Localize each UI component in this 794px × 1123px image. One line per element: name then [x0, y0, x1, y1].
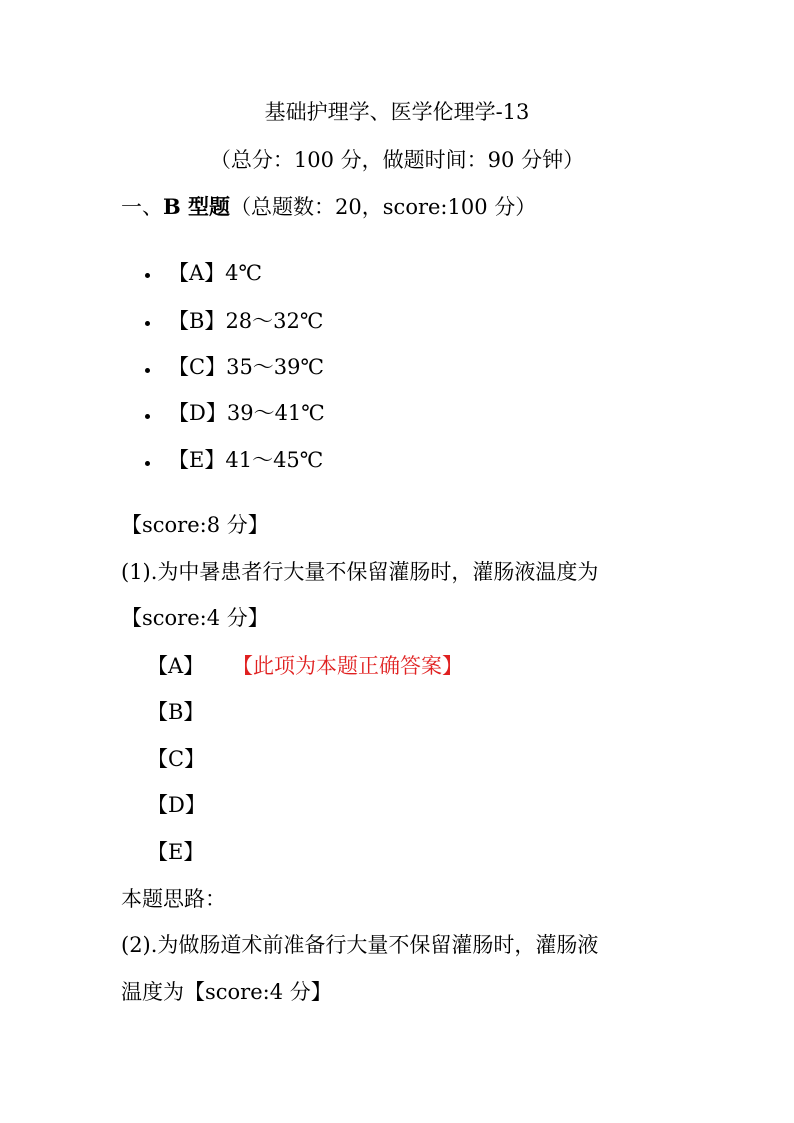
option-label: 【A】 [168, 261, 226, 285]
option-label: 【E】 [168, 448, 226, 472]
choice-c: 【C】 [147, 747, 206, 771]
question-1-score: 【score:4 分】 [121, 606, 269, 630]
option-label: 【C】 [168, 355, 227, 379]
group-score: 【score:8 分】 [121, 513, 269, 537]
explanation-label: 本题思路： [121, 887, 226, 911]
section-prefix: 一、 [121, 195, 163, 219]
question-1-text: (1).为中暑患者行大量不保留灌肠时，灌肠液温度为 [121, 560, 599, 584]
option-text: 4℃ [225, 261, 263, 285]
choice-d: 【D】 [147, 793, 206, 817]
option-text: 35～39℃ [226, 355, 325, 379]
section-heading [121, 193, 536, 221]
bullet-icon [145, 368, 150, 373]
option-text: 39～41℃ [226, 401, 325, 425]
option-text: 28～32℃ [225, 309, 324, 333]
bullet-icon [145, 273, 150, 278]
choice-a [147, 652, 204, 680]
bullet-icon [145, 414, 150, 419]
choice-e: 【E】 [147, 840, 205, 864]
section-name: B 型题 [163, 194, 231, 219]
correct-answer-note: 【此项为本题正确答案】 [232, 654, 463, 678]
option-text: 41～45℃ [225, 448, 324, 472]
bullet-icon [145, 321, 150, 326]
option-label: 【D】 [168, 401, 227, 425]
option-label: 【B】 [168, 309, 226, 333]
section-meta: （总题数：20，score:100 分） [230, 195, 537, 219]
question-2-text-line1: (2).为做肠道术前准备行大量不保留灌肠时，灌肠液 [121, 933, 599, 957]
bullet-icon [145, 461, 150, 466]
choice-label: 【A】 [147, 654, 205, 678]
page-subtitle: （总分：100 分，做题时间：90 分钟） [209, 148, 585, 172]
page-title: 基础护理学、医学伦理学-13 [264, 100, 530, 124]
choice-b: 【B】 [147, 700, 205, 724]
question-2-text-line2: 温度为【score:4 分】 [121, 980, 332, 1004]
